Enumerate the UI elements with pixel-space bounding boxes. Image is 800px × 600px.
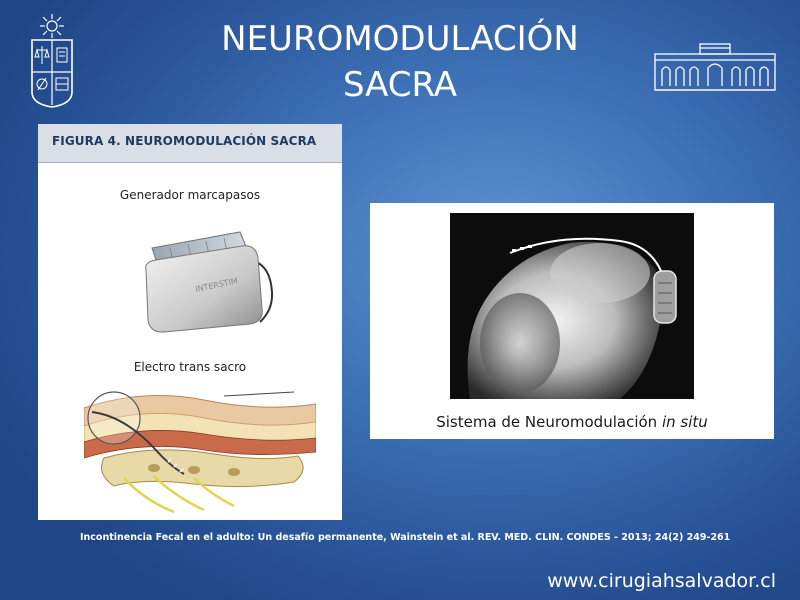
sacral-electrode-illustration: [84, 378, 316, 514]
title-line-1: NEUROMODULACIÓN: [221, 19, 579, 59]
page-title: [180, 16, 620, 108]
website-url: www.cirugiahsalvador.cl: [547, 570, 776, 592]
xray-caption-main: Sistema de Neuromodulación: [436, 413, 662, 431]
xray-panel: [370, 203, 774, 439]
figure-panel: [38, 124, 342, 520]
university-crest-icon: [28, 12, 76, 108]
title-line-2: SACRA: [342, 65, 458, 105]
xray-caption-italic: in situ: [661, 413, 708, 431]
reference-citation: Incontinencia Fecal en el adulto: Un desafío permanente, Wainstein et al. REV. MED. CLIN. CONDES - 2013; 24(2) 249-261: [80, 532, 731, 543]
figure-header: [38, 124, 342, 163]
device-brand-text: INTERSTIM: [194, 276, 239, 294]
generator-label: Generador marcapasos: [119, 188, 261, 202]
xray-caption: [370, 413, 774, 431]
xray-image: [450, 213, 694, 399]
electrode-label: Electro trans sacro: [133, 360, 247, 374]
pacemaker-illustration: [130, 222, 280, 334]
hospital-building-icon: [654, 40, 776, 92]
figure-title: FIGURA 4. NEUROMODULACIÓN SACRA: [52, 134, 317, 148]
